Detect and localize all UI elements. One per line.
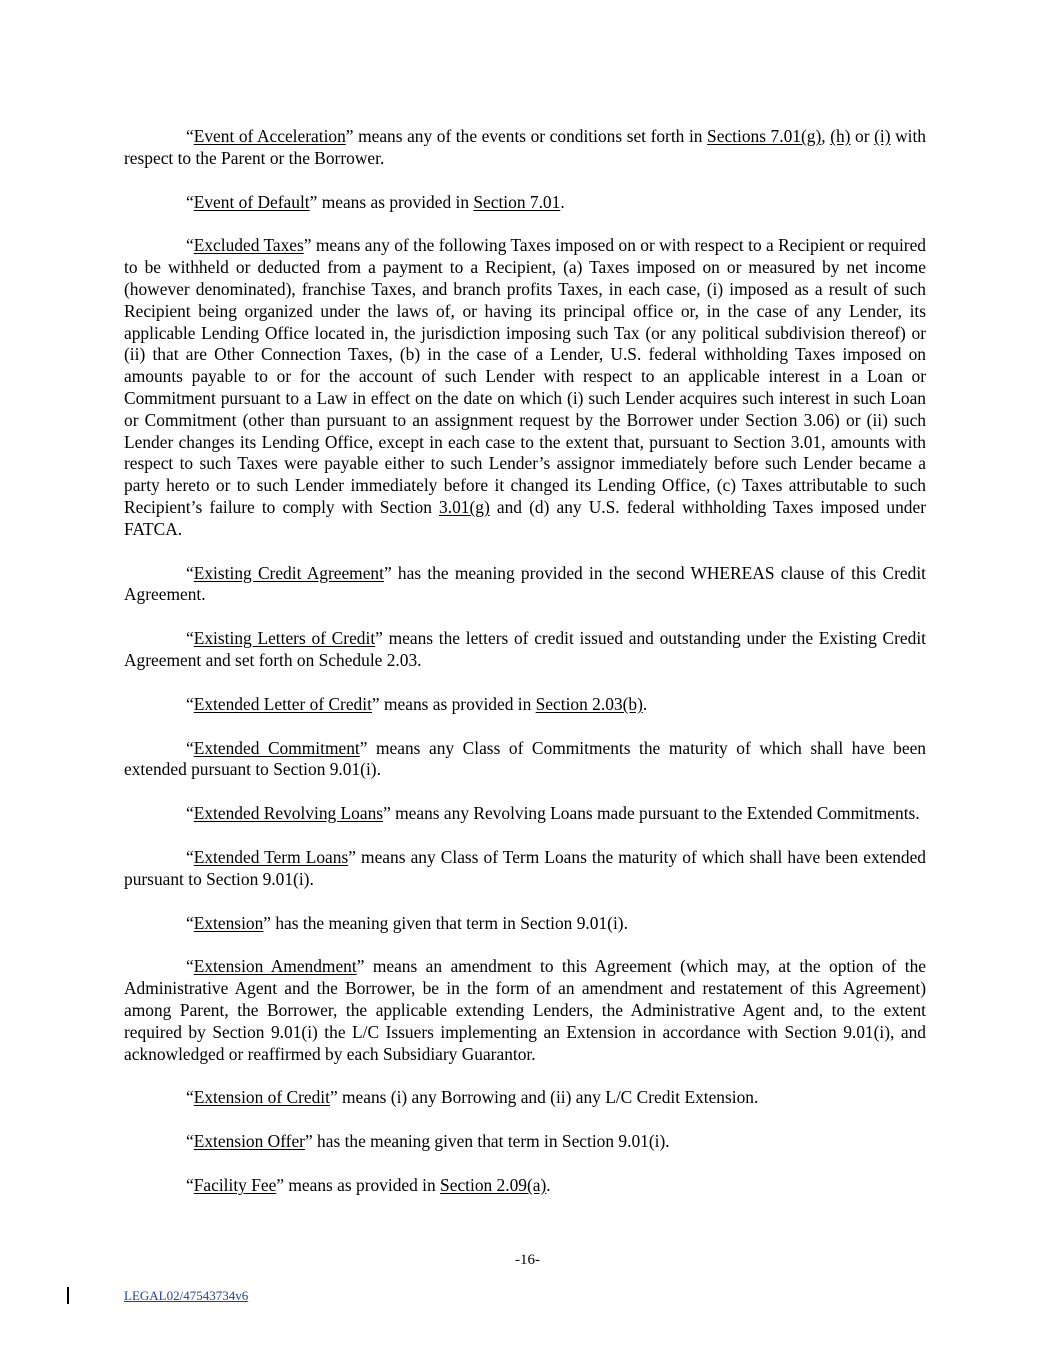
defined-term: Event of Default [193,191,310,212]
section-reference: Section 7.01 [473,191,561,212]
defined-term: Event of Acceleration [193,126,346,146]
defined-term: Extended Letter of Credit [193,693,372,714]
definition-extension-amendment: “Extension Amendment” means an amendment to this Agreement (which may, at the option of the Administrative Agent and the Borrower, be in the form of an amendment and restatement of this Agreement) among Parent, the Borrower, the applicable extending Lenders, the Administrative Agent and, to the extent required by Section 9.01(i) the L/C Issuers implementing an Extension in accordance with Section 9.01(i), and acknowledged or reaffirmed by each Subsidiary Guarantor. [124,956,926,1064]
revision-bar [67,1287,69,1304]
defined-term: Extension of Credit [193,1087,330,1108]
definition-facility-fee: “Facility Fee” means as provided in Section 2.09(a). [186,1174,551,1195]
defined-term: Extension Amendment [193,956,357,977]
defined-term: Existing Letters of Credit [193,628,376,649]
section-reference: Sections 7.01(g) [707,126,822,146]
defined-term: Excluded Taxes [193,235,304,256]
defined-term: Existing Credit Agreement [193,562,384,583]
defined-term: Extension Offer [193,1131,305,1152]
section-reference: Section 2.03(b) [535,693,643,714]
definition-existing-credit-agreement: “Existing Credit Agreement” has the meaning provided in the second WHEREAS clause of this Credit Agreement. [124,562,926,605]
defined-term: Extended Commitment [193,737,360,758]
document-page [124,126,926,1219]
definition-extended-term-loans: “Extended Term Loans” means any Class of Term Loans the maturity of which shall have been extended pursuant to Section 9.01(i). [124,846,927,889]
defined-term: Extension [193,912,264,933]
definition-extended-letter-of-credit: “Extended Letter of Credit” means as provided in Section 2.03(b). [186,693,648,714]
section-reference: 3.01(g) [439,496,490,517]
defined-term: Extended Term Loans [193,846,349,867]
definition-extended-revolving-loans: “Extended Revolving Loans” means any Revolving Loans made pursuant to the Extended Commitments. [186,803,920,824]
definition-event-of-default: “Event of Default” means as provided in Section 7.01. [186,191,565,212]
definition-event-of-acceleration: “Event of Acceleration” means any of the events or conditions set forth in Sections 7.01(g), (h) or (i) with respect to the Parent or the Borrower. [124,126,926,168]
definition-extension-offer: “Extension Offer” has the meaning given that term in Section 9.01(i). [186,1131,670,1152]
page-number: -16- [515,1252,540,1268]
definition-excluded-taxes: “Excluded Taxes” means any of the following Taxes imposed on or with respect to a Recipient or required to be withheld or deducted from a payment to a Recipient, (a) Taxes imposed on or measured by net income (however denominated), franchise Taxes, and branch profits Taxes, in each case, (i) imposed as a result of such Recipient being organized under the laws of, or having its principal office or, in the case of any Lender, its applicable Lending Office located in, the jurisdiction imposing such Tax (or any political subdivision thereof) or (ii) that are Other Connection Taxes, (b) in the case of a Lender, U.S. federal withholding Taxes imposed on amounts payable to or for the account of such Lender with respect to an applicable interest in a Loan or Commitment pursuant to a Law in effect on the date on which (i) such Lender acquires such interest in such Loan or Commitment (other than pursuant to an assignment request by the Borrower under Section 3.06) or (ii) such Lender changes its Lending Office, except in each case to the extent that, pursuant to Section 3.01, amounts with respect to such Taxes were payable either to such Lender’s assignor immediately before such Lender became a party hereto or to such Lender immediately before it changed its Lending Office, (c) Taxes attributable to such Recipient’s failure to comply with Section 3.01(g) and (d) any U.S. federal withholding Taxes imposed under FATCA. [124,235,926,539]
defined-term: Extended Revolving Loans [193,803,384,824]
document-id-link[interactable]: LEGAL02/47543734v6 [124,1288,249,1303]
section-reference: Section 2.09(a) [440,1174,547,1195]
section-reference: (h) [830,126,851,146]
defined-term: Facility Fee [193,1174,277,1195]
definition-extended-commitment: “Extended Commitment” means any Class of Commitments the maturity of which shall have been extended pursuant to Section 9.01(i). [124,737,926,780]
section-reference: (i) [874,126,891,146]
definition-extension-of-credit: “Extension of Credit” means (i) any Borrowing and (ii) any L/C Credit Extension. [186,1087,759,1108]
definition-extension: “Extension” has the meaning given that term in Section 9.01(i). [186,912,628,933]
definition-existing-letters-of-credit: “Existing Letters of Credit” means the letters of credit issued and outstanding under the Existing Credit Agreement and set forth on Schedule 2.03. [124,628,926,670]
